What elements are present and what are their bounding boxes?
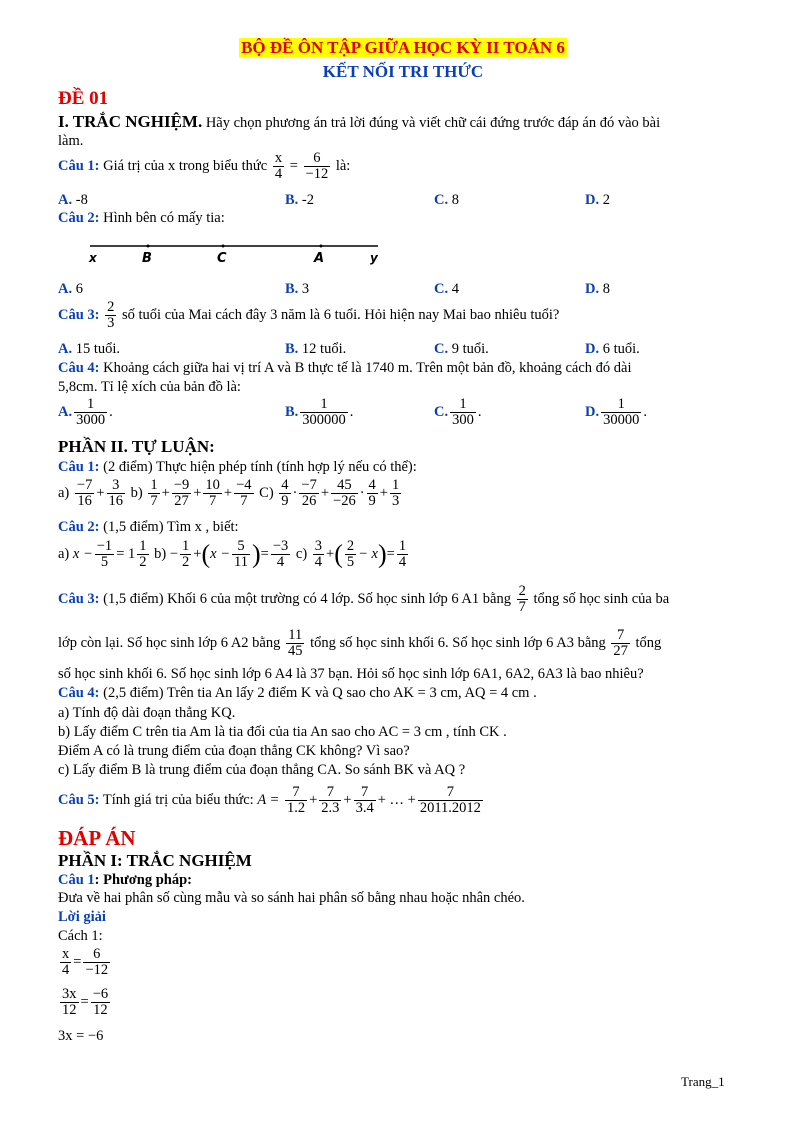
q2-option-b: B. 3	[285, 281, 310, 297]
question-label: Câu 4:	[58, 685, 100, 701]
solution-label: Lời giải	[58, 909, 106, 925]
question-label: Câu 1:	[58, 459, 100, 475]
point-label-c: C	[217, 251, 227, 266]
equals-sign: =	[289, 158, 298, 175]
question-text: (2,5 điểm) Trên tia An lấy 2 điểm K và Q sao cho AK = 3 cm, AQ = 4 cm .	[103, 685, 537, 701]
q4-option-b: B. $\frac{1}{300000}$ .	[285, 396, 354, 429]
question-label: Câu 2:	[58, 519, 100, 535]
part1-heading-line	[58, 112, 660, 132]
point-label-b: B	[142, 251, 152, 266]
page-number: Trang_1	[681, 1074, 725, 1089]
q4-option-d: D. $\frac{1}{30000}$ .	[585, 396, 647, 429]
part1-instruction-cont: làm.	[58, 133, 84, 149]
solution-step-3: 3x = −6	[58, 1028, 104, 1044]
point-label-x: x	[89, 251, 97, 265]
solution-step-2: $\frac{3x}{12}$ = $\frac{-6}{12}$	[62, 986, 109, 1019]
document-subtitle: KẾT NỐI TRI THỨC	[322, 62, 484, 81]
q2-option-c: C. 4	[434, 281, 459, 297]
fraction: $\frac{6}{-12}$	[305, 150, 329, 183]
question-label: Câu 4:	[58, 360, 100, 376]
solution-step-1: $\frac{x}{4}$ = $\frac{6}{-12}$	[62, 946, 109, 979]
question-4	[58, 360, 631, 377]
point-label-a: A	[314, 251, 325, 266]
q1-option-c: C. 8	[434, 192, 459, 208]
answer-q1-method-line: Câu 1: Phương pháp:	[58, 872, 192, 888]
question-3	[58, 300, 559, 331]
question-text: (1,5 điểm) Khối 6 của một trường có 4 lớp. Số học sinh lớp 6 A1 bằng	[103, 591, 511, 608]
essay-question-3: Câu 3: (1,5 điểm) Khối 6 của một trường có 4 lớp. Số học sinh lớp 6 A1 bằng $\frac{2}{7}$ tổng số học sinh của ba	[58, 583, 670, 616]
q3-option-a: A. 15 tuổi.	[58, 341, 121, 357]
q3-option-b: B. 12 tuổi.	[285, 341, 347, 357]
question-label: Câu 5:	[58, 792, 100, 809]
question-text: số tuổi của Mai cách đây 3 năm là 6 tuổi. Hỏi hiện nay Mai bao nhiêu tuổi?	[122, 307, 560, 324]
question-text: Tính giá trị của biểu thức:	[102, 792, 254, 809]
essay-q1-expressions: a) $\frac{-7}{16}$ + $\frac{3}{16}$ b) $\frac{1}{7}$ + $\frac{-9}{27}$ + $\frac{10}{7}$ + $\frac{-4}{7}$ C) $\frac{4}{9}$ · $\frac{-7}{26}$ + $\frac{45}{-26}$ · $\frac{4}{9}$ + $\frac{1}{3}$	[58, 477, 400, 510]
question-label: Câu 2:	[58, 210, 100, 226]
question-text: Hình bên có mấy tia:	[103, 210, 225, 226]
question-suffix: là:	[335, 158, 351, 175]
part1-heading: I. TRẮC NGHIỆM.	[58, 112, 203, 131]
ray-line	[86, 236, 382, 272]
essay-question-3-line2: lớp còn lại. Số học sinh lớp 6 A2 bằng $\frac{11}{45}$ tổng số học sinh khối 6. Số học sinh lớp 6 A3 bằng $\frac{7}{27}$ tổng	[58, 627, 662, 660]
question-label: Câu 1:	[58, 158, 100, 175]
answers-part1-heading: PHẦN I: TRẮC NGHIỆM	[58, 851, 252, 870]
part1-instruction: Hãy chọn phương án trả lời đúng và viết chữ cái đứng trước đáp án đó vào bài	[205, 115, 661, 131]
question-4-cont: 5,8cm. Tỉ lệ xích của bản đồ là:	[58, 379, 241, 395]
essay-q4-part-a: a) Tính độ dài đoạn thẳng KQ.	[58, 705, 236, 721]
essay-question-1	[58, 459, 417, 476]
essay-question-5: Câu 5: Tính giá trị của biểu thức: A = $\frac{7}{1.2}$ + $\frac{7}{2.3}$ + $\frac{7}{3.4}$ + … + $\frac{7}{2011.2012}$	[58, 784, 481, 817]
q1-option-b: B. -2	[285, 192, 315, 208]
way-1-label: Cách 1:	[58, 928, 103, 944]
question-label: Câu 3:	[58, 307, 100, 324]
q2-option-d: D. 8	[585, 281, 610, 297]
essay-q4-part-b2: Điểm A có là trung điểm của đoạn thẳng CK không? Vì sao?	[58, 743, 410, 759]
expression-lhs: A =	[257, 792, 280, 809]
exam-code: ĐỀ 01	[58, 88, 109, 109]
q3-option-d: D. 6 tuổi.	[585, 341, 640, 357]
essay-q4-part-b: b) Lấy điểm C trên tia Am là tia đối của tia An sao cho AC = 3 cm , tính CK .	[58, 724, 507, 740]
q2-option-a: A. 6	[58, 281, 83, 297]
q3-option-c: C. 9 tuổi.	[434, 341, 489, 357]
fraction: $\frac{2}{3}$	[107, 299, 115, 332]
ray-figure	[86, 236, 382, 272]
essay-q4-part-c: c) Lấy điểm B là trung điểm của đoạn thẳng CA. So sánh BK và AQ ?	[58, 762, 466, 778]
essay-question-3-line3: số học sinh khối 6. Số học sinh lớp 6 A4 là 37 bạn. Hỏi số học sinh lớp 6A1, 6A2, 6A3 là bao nhiêu?	[58, 666, 644, 682]
method-text: Đưa về hai phân số cùng mẫu và so sánh hai phân số bằng nhau hoặc nhân chéo.	[58, 890, 525, 906]
question-2	[58, 210, 225, 227]
q1-option-d: D. 2	[585, 192, 610, 208]
essay-question-2	[58, 519, 239, 536]
question-text: (1,5 điểm) Tìm x , biết:	[103, 519, 239, 535]
question-text: Khoảng cách giữa hai vị trí A và B thực tế là 1740 m. Trên một bản đồ, khoảng cách đó dài	[103, 360, 632, 376]
q4-option-c: C. $\frac{1}{300}$ .	[434, 396, 482, 429]
document-title: BỘ ĐỀ ÔN TẬP GIỮA HỌC KỲ II TOÁN 6	[241, 38, 565, 57]
question-label: Câu 3:	[58, 591, 100, 608]
essay-question-4	[58, 685, 537, 702]
question-1	[58, 151, 350, 182]
question-text: Giá trị của x trong biểu thức	[103, 158, 268, 175]
point-label-y: y	[370, 251, 378, 265]
part2-heading: PHẦN II. TỰ LUẬN:	[58, 437, 215, 456]
answers-heading: ĐÁP ÁN	[58, 826, 136, 850]
q1-option-a: A. -8	[58, 192, 88, 208]
question-text: (2 điểm) Thực hiện phép tính (tính hợp lý nếu có thể):	[103, 459, 417, 475]
essay-q2-expressions: a) x − $\frac{-1}{5}$ = 1 $\frac{1}{2}$ b) − $\frac{1}{2}$ +(x − $\frac{5}{11}$ )= $\frac{-3}{4}$ c) $\frac{3}{4}$ +( $\frac{2}{5}$ − x)= $\frac{1}{4}$	[58, 538, 407, 571]
q4-option-a: A. $\frac{1}{3000}$ .	[58, 396, 113, 429]
fraction: $\frac{x}{4}$	[274, 150, 283, 183]
